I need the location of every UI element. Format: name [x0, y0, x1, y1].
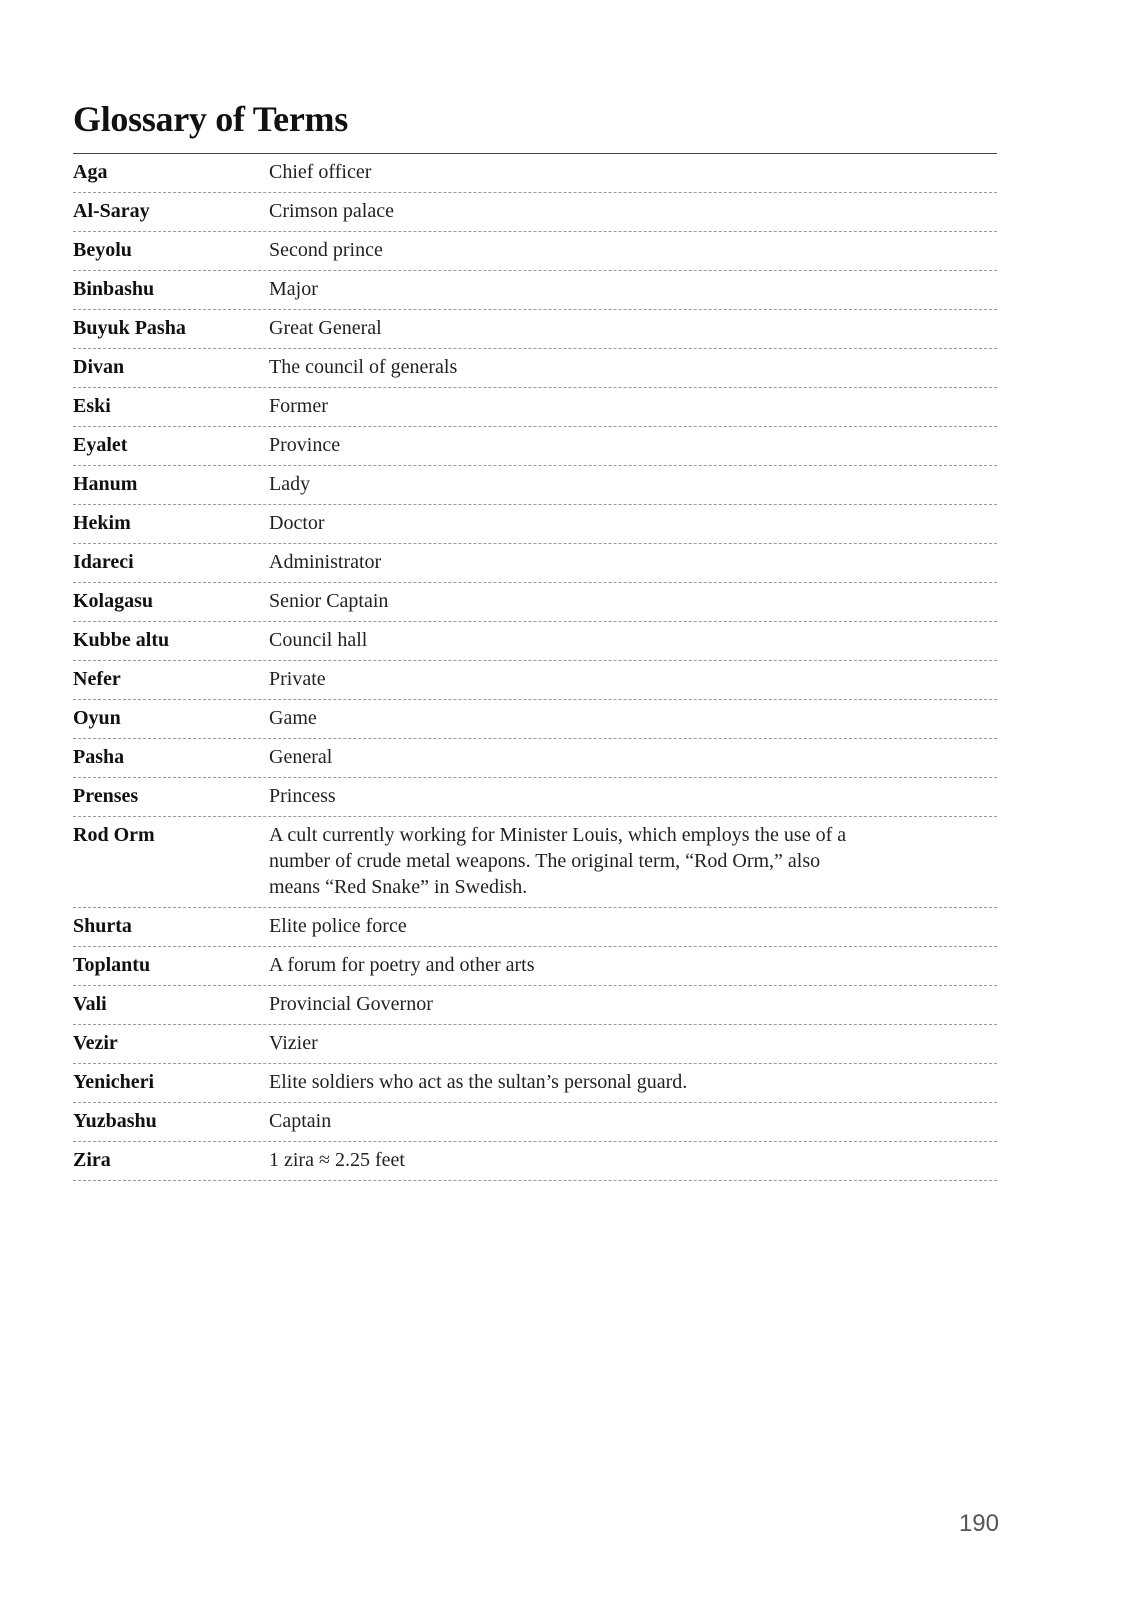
glossary-row: [73, 544, 997, 583]
glossary-term: Eyalet: [73, 434, 128, 456]
glossary-term: Vali: [73, 993, 107, 1015]
glossary-row: [73, 778, 997, 817]
glossary-definition: General: [269, 746, 333, 768]
glossary-term: Aga: [73, 161, 108, 183]
glossary-definition: Doctor: [269, 512, 325, 534]
glossary-row: [73, 310, 997, 349]
glossary-row: [73, 1025, 997, 1064]
glossary-definition: Province: [269, 434, 341, 456]
glossary-table: [73, 154, 997, 1181]
glossary-definition: Private: [269, 668, 326, 690]
glossary-row: [73, 427, 997, 466]
glossary-row: [73, 1103, 997, 1142]
glossary-row: [73, 817, 997, 908]
glossary-definition: Vizier: [269, 1032, 318, 1054]
glossary-term: Al-Saray: [73, 200, 150, 222]
glossary-row: [73, 388, 997, 427]
glossary-row: [73, 1142, 997, 1181]
glossary-term: Pasha: [73, 746, 125, 768]
glossary-row: [73, 986, 997, 1025]
glossary-definition: Provincial Governor: [269, 993, 433, 1015]
glossary-definition: Elite soldiers who act as the sultan’s personal guard.: [269, 1071, 688, 1093]
glossary-row: [73, 583, 997, 622]
glossary-term: Rod Orm: [73, 824, 155, 846]
glossary-definition: Elite police force: [269, 915, 407, 937]
glossary-row: [73, 700, 997, 739]
glossary-term: Beyolu: [73, 239, 132, 261]
glossary-row: [73, 661, 997, 700]
glossary-definition: Administrator: [269, 551, 382, 573]
glossary-definition: A forum for poetry and other arts: [269, 954, 535, 976]
glossary-definition: Senior Captain: [269, 590, 389, 612]
glossary-row: [73, 193, 997, 232]
glossary-row: [73, 739, 997, 778]
glossary-term: Binbashu: [73, 278, 155, 300]
glossary-definition: Council hall: [269, 629, 368, 651]
glossary-row: [73, 349, 997, 388]
glossary-term: Shurta: [73, 915, 132, 937]
glossary-definition: Great General: [269, 317, 382, 339]
glossary-definition: The council of generals: [269, 356, 458, 378]
glossary-term: Oyun: [73, 707, 121, 729]
glossary-definition: Second prince: [269, 239, 383, 261]
glossary-term: Toplantu: [73, 954, 151, 976]
glossary-row: [73, 947, 997, 986]
glossary-definition: Captain: [269, 1110, 332, 1132]
glossary-term: Idareci: [73, 551, 134, 573]
glossary-term: Hanum: [73, 473, 138, 495]
glossary-term: Zira: [73, 1149, 111, 1171]
glossary-term: Hekim: [73, 512, 131, 534]
page-number: 190: [958, 1510, 999, 1537]
glossary-row: [73, 271, 997, 310]
glossary-term: Yenicheri: [73, 1071, 155, 1093]
glossary-definition: Major: [269, 278, 318, 300]
glossary-definition: Former: [269, 395, 328, 417]
glossary-definition: Lady: [269, 473, 311, 495]
glossary-definition: Game: [269, 707, 317, 729]
glossary-definition: 1 zira ≈ 2.25 feet: [269, 1149, 405, 1171]
glossary-row: [73, 622, 997, 661]
glossary-term: Eski: [73, 395, 111, 417]
page-title: Glossary of Terms: [73, 99, 348, 139]
glossary-row: [73, 1064, 997, 1103]
glossary-row: [73, 232, 997, 271]
glossary-term: Prenses: [73, 785, 139, 807]
glossary-term: Yuzbashu: [73, 1110, 157, 1132]
glossary-definition: Chief officer: [269, 161, 372, 183]
glossary-term: Buyuk Pasha: [73, 317, 186, 339]
glossary-term: Nefer: [73, 668, 121, 690]
glossary-row: [73, 154, 997, 193]
glossary-term: Divan: [73, 356, 125, 378]
glossary-row: [73, 908, 997, 947]
glossary-definition: Princess: [269, 785, 336, 807]
glossary-definition: Crimson palace: [269, 200, 394, 222]
glossary-definition: A cult currently working for Minister Louis, which employs the use of a number of crude metal weapons. The original term, “Rod Orm,” also means “Red Snake” in Swedish.: [269, 824, 847, 898]
glossary-term: Vezir: [73, 1032, 118, 1054]
glossary-term: Kolagasu: [73, 590, 154, 612]
glossary-row: [73, 466, 997, 505]
glossary-row: [73, 505, 997, 544]
glossary-term: Kubbe altu: [73, 629, 170, 651]
